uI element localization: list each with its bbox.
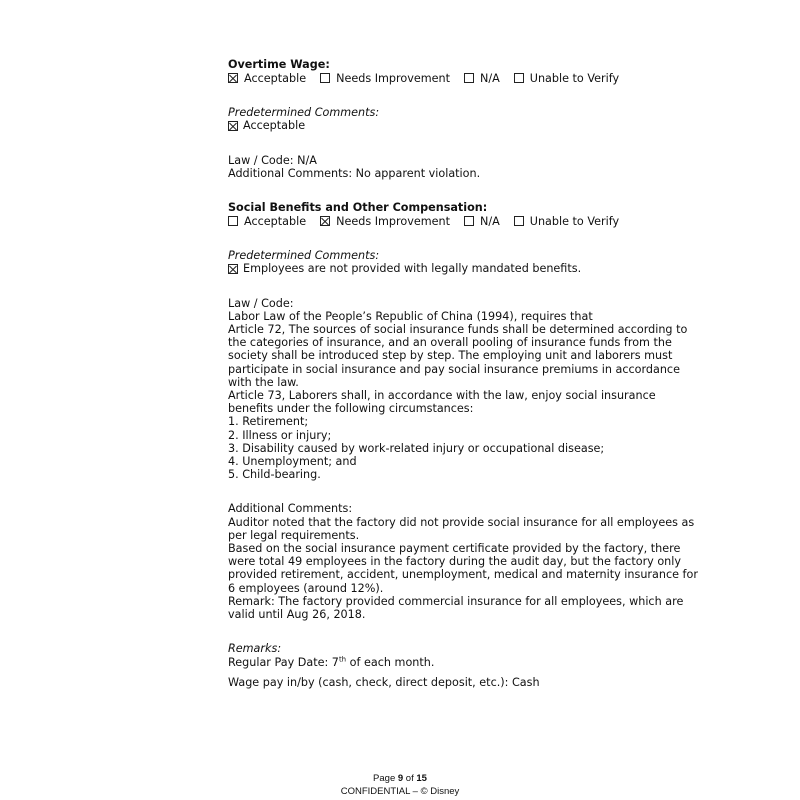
law-list-item: 2. Illness or injury; (228, 428, 332, 442)
additional-line: were total 49 employees in the factory during the audit day, but the factory only (228, 555, 682, 569)
law-list-item: 3. Disability caused by work-related injury or occupational disease; (228, 441, 605, 455)
social-predetermined-label: Predetermined Comments: (228, 249, 380, 263)
overtime-title: Overtime Wage: (228, 58, 330, 71)
additional-line: Remark: The factory provided commercial insurance for all employees, which are (228, 594, 684, 608)
social-option-unable-to-verify[interactable]: Unable to Verify (514, 215, 619, 228)
law-line: Labor Law of the People’s Republic of China (1994), requires that (228, 309, 593, 323)
additional-line: Auditor noted that the factory did not provide social insurance for all employees as (228, 515, 695, 529)
additional-line: valid until Aug 26, 2018. (228, 608, 366, 622)
confidential-notice: CONFIDENTIAL – © Disney (340, 786, 460, 797)
social-option-acceptable[interactable]: Acceptable (228, 215, 306, 228)
overtime-options (228, 71, 698, 85)
additional-line: per legal requirements. (228, 528, 360, 542)
law-line: society shall be introduced step by step. The employing unit and laborers must (228, 349, 673, 363)
social-law-code-label: Law / Code: (228, 296, 294, 310)
checkbox-icon[interactable] (464, 73, 474, 83)
law-line: with the law. (228, 375, 299, 389)
overtime-option-acceptable[interactable]: Acceptable (228, 72, 306, 85)
checkbox-icon[interactable] (514, 73, 524, 83)
document-body (228, 58, 698, 689)
social-predetermined-item: Employees are not provided with legally mandated benefits. (228, 262, 698, 275)
social-option-needs-improvement[interactable]: Needs Improvement (320, 215, 450, 228)
overtime-law-code: Law / Code: N/A (228, 153, 317, 167)
overtime-additional-comments: Additional Comments: No apparent violation. (228, 166, 481, 180)
law-line: Article 73, Laborers shall, in accordance with the law, enjoy social insurance (228, 389, 656, 403)
law-line: Article 72, The sources of social insurance funds shall be determined according to (228, 323, 688, 337)
additional-line: provided retirement, accident, unemployment, medical and maternity insurance for (228, 568, 698, 582)
law-list-item: 4. Unemployment; and (228, 455, 357, 469)
social-options (228, 214, 698, 228)
page-number: Page 9 of 15 (373, 773, 427, 784)
regular-pay-date: Regular Pay Date: 7th of each month. (228, 654, 435, 669)
law-line: participate in social insurance and pay social insurance premiums in accordance (228, 362, 680, 376)
additional-line: 6 employees (around 12%). (228, 581, 384, 595)
law-line: the categories of insurance, and an overall pooling of insurance funds from the (228, 336, 672, 350)
checked-box-icon[interactable] (228, 73, 238, 83)
overtime-predetermined-label: Predetermined Comments: (228, 106, 380, 120)
checkbox-icon[interactable] (228, 216, 238, 226)
checkbox-icon[interactable] (320, 73, 330, 83)
law-line: benefits under the following circumstances: (228, 402, 474, 416)
page-footer (0, 772, 800, 798)
overtime-option-needs-improvement[interactable]: Needs Improvement (320, 72, 450, 85)
overtime-option-unable-to-verify[interactable]: Unable to Verify (514, 72, 619, 85)
overtime-option-na[interactable]: N/A (464, 72, 500, 85)
overtime-predetermined-item: Acceptable (228, 119, 698, 132)
checked-box-icon[interactable] (228, 121, 238, 131)
remarks-label: Remarks: (228, 642, 282, 656)
additional-line: Based on the social insurance payment certificate provided by the factory, there (228, 542, 681, 556)
wage-pay-method: Wage pay in/by (cash, check, direct deposit, etc.): Cash (228, 675, 540, 689)
checkbox-icon[interactable] (464, 216, 474, 226)
law-list-item: 5. Child-bearing. (228, 468, 321, 482)
social-title: Social Benefits and Other Compensation: (228, 201, 488, 215)
checked-box-icon[interactable] (320, 216, 330, 226)
checkbox-icon[interactable] (514, 216, 524, 226)
social-option-na[interactable]: N/A (464, 215, 500, 228)
social-additional-label: Additional Comments: (228, 502, 353, 516)
checked-box-icon[interactable] (228, 264, 238, 274)
law-list-item: 1. Retirement; (228, 415, 309, 429)
